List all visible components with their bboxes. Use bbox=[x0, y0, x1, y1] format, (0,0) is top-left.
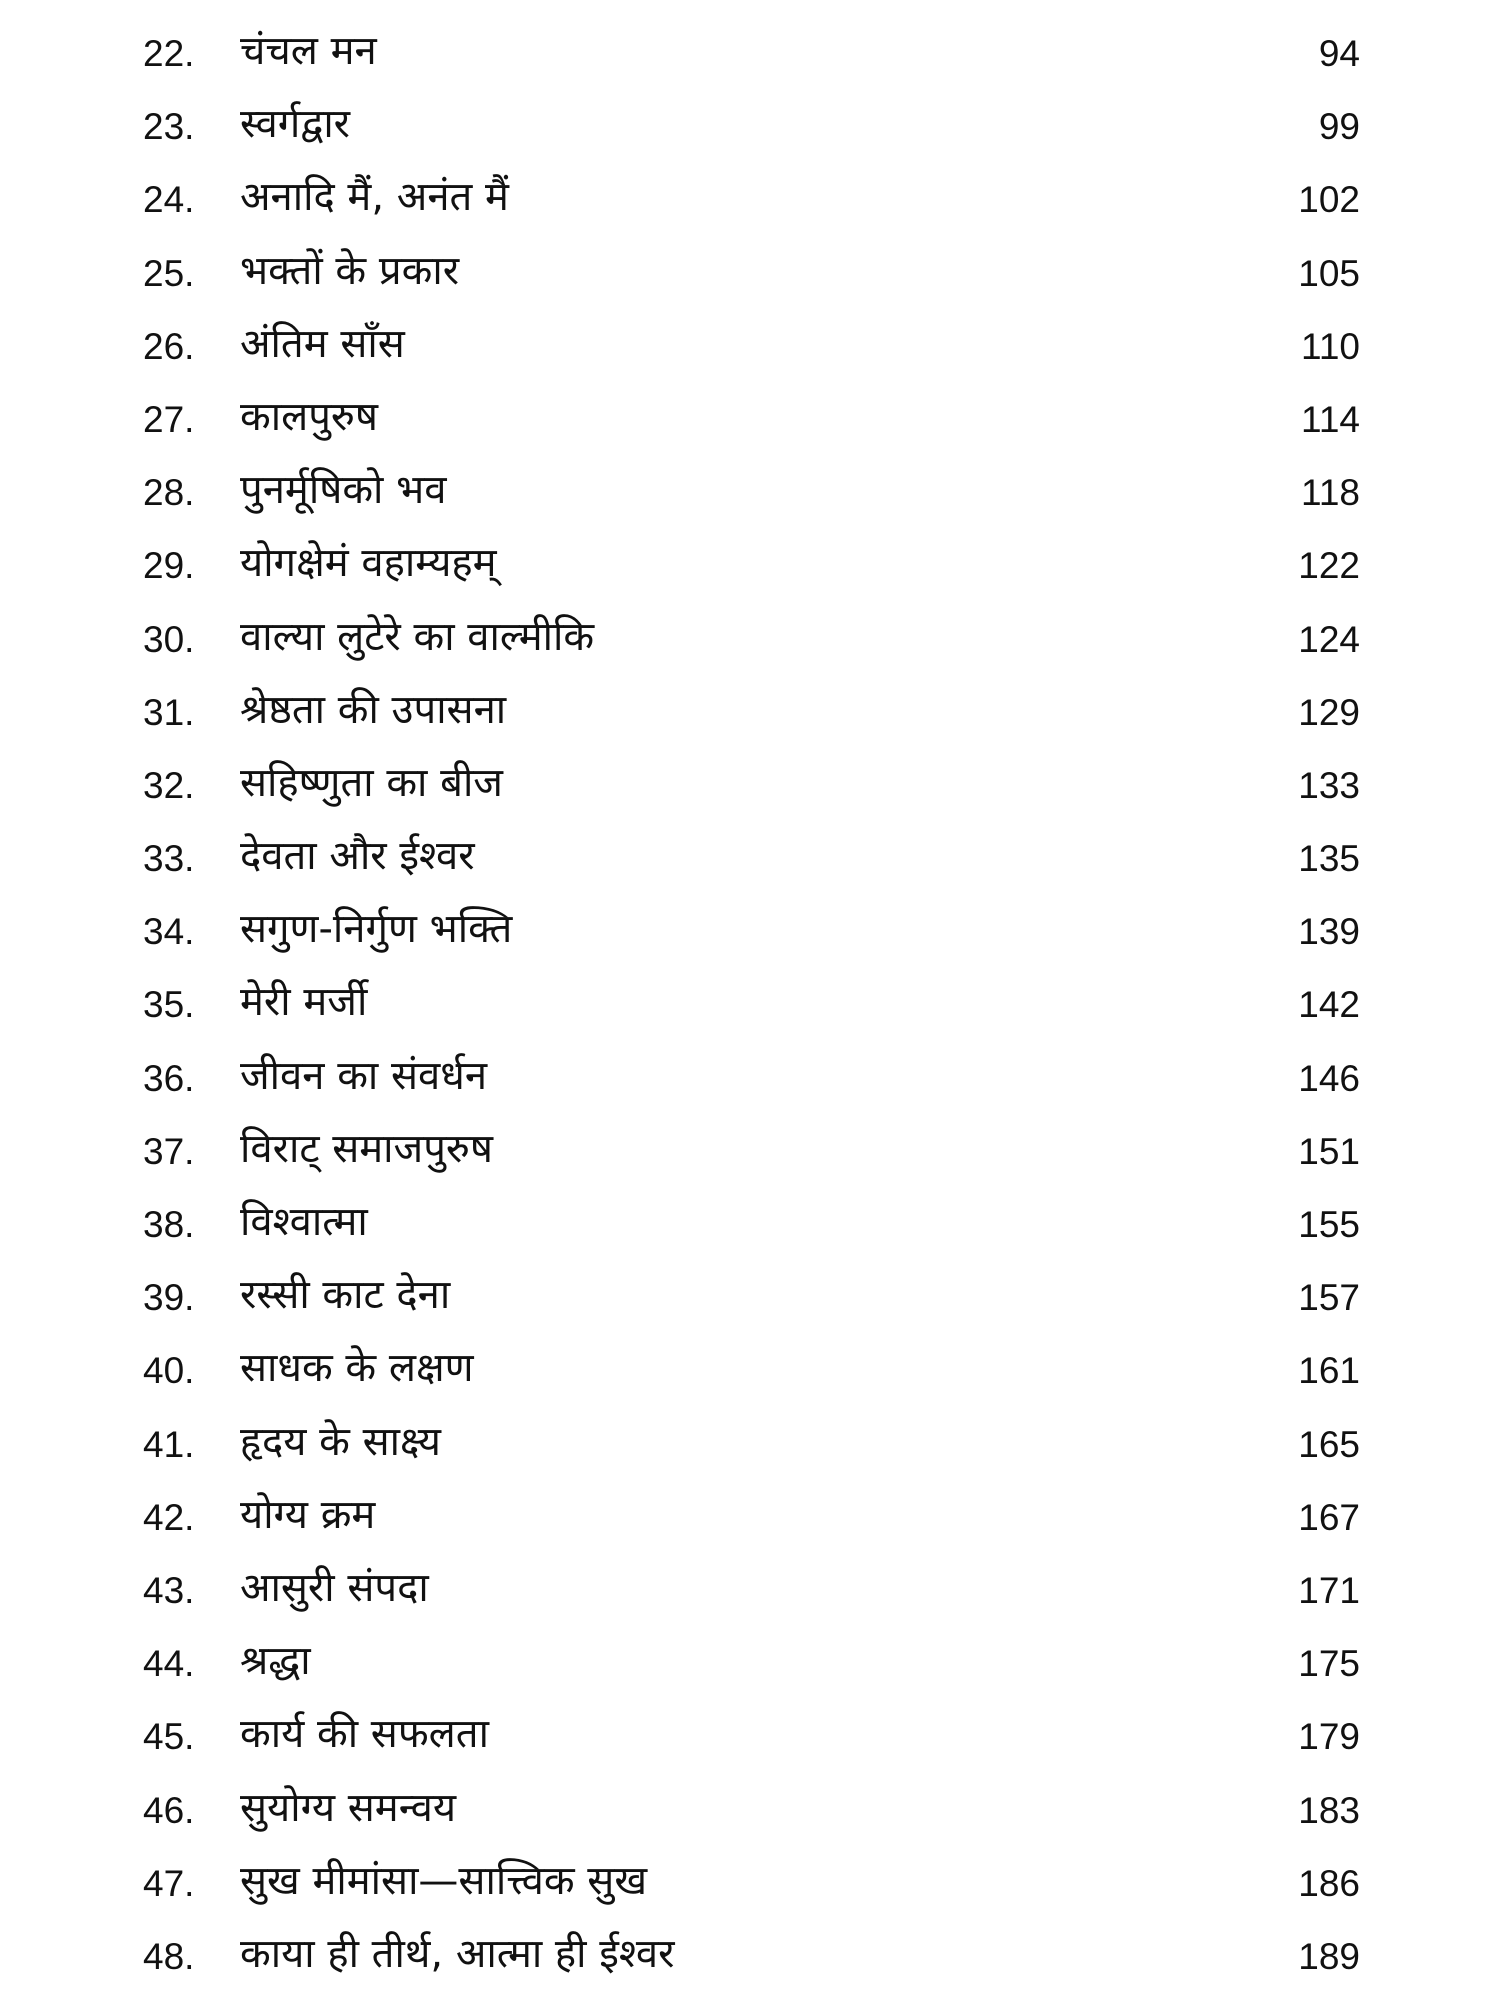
entry-title: कालपुरुष bbox=[240, 393, 378, 440]
entry-title: कार्य की सफलता bbox=[240, 1711, 489, 1758]
entry-title: अनादि मैं, अनंत मैं bbox=[240, 174, 509, 221]
entry-page-number: 161 bbox=[1298, 1350, 1360, 1392]
entry-title: योगक्षेमं वहाम्यहम् bbox=[240, 540, 497, 587]
table-of-contents bbox=[0, 18, 1500, 1994]
entry-page-number: 105 bbox=[1298, 252, 1360, 294]
toc-entry bbox=[0, 1701, 1500, 1774]
entry-page-number: 155 bbox=[1298, 1204, 1360, 1245]
entry-number: 48. bbox=[143, 1935, 195, 1977]
toc-entry bbox=[0, 311, 1500, 384]
entry-number: 30. bbox=[143, 618, 195, 660]
entry-page-number: 118 bbox=[1301, 472, 1360, 514]
toc-entry bbox=[0, 896, 1500, 969]
entry-page-number: 157 bbox=[1298, 1277, 1360, 1319]
entry-page-number: 146 bbox=[1298, 1057, 1360, 1099]
entry-title: मेरी मर्जी bbox=[240, 979, 368, 1026]
entry-title: सगुण-निर्गुण भक्ति bbox=[240, 906, 513, 953]
entry-number: 36. bbox=[143, 1057, 195, 1099]
entry-title: साधक के लक्षण bbox=[240, 1345, 474, 1392]
entry-number: 28. bbox=[143, 472, 195, 514]
entry-title: वाल्या लुटेरे का वाल्मीकि bbox=[240, 613, 595, 660]
entry-number: 37. bbox=[143, 1130, 195, 1172]
toc-entry bbox=[0, 1262, 1500, 1335]
entry-page-number: 102 bbox=[1298, 179, 1360, 221]
entry-number: 38. bbox=[143, 1204, 195, 1245]
toc-entry bbox=[0, 530, 1500, 603]
entry-page-number: 133 bbox=[1298, 764, 1360, 806]
entry-title: सहिष्णुता का बीज bbox=[240, 759, 503, 806]
entry-number: 32. bbox=[143, 764, 195, 806]
entry-title: पुनर्मूषिको भव bbox=[240, 467, 447, 514]
entry-page-number: 124 bbox=[1298, 618, 1360, 660]
toc-entry bbox=[0, 1335, 1500, 1408]
entry-number: 24. bbox=[143, 179, 195, 221]
entry-page-number: 110 bbox=[1301, 325, 1360, 367]
toc-entry bbox=[0, 1848, 1500, 1921]
entry-number: 45. bbox=[143, 1716, 195, 1758]
toc-entry bbox=[0, 1116, 1500, 1189]
entry-number: 47. bbox=[143, 1862, 195, 1904]
entry-page-number: 186 bbox=[1298, 1862, 1360, 1904]
toc-entry bbox=[0, 604, 1500, 677]
entry-page-number: 142 bbox=[1298, 984, 1360, 1026]
entry-page-number: 114 bbox=[1301, 398, 1360, 440]
entry-title: जीवन का संवर्धन bbox=[240, 1052, 488, 1099]
entry-title: सुयोग्य समन्वय bbox=[240, 1784, 457, 1831]
entry-number: 40. bbox=[143, 1350, 195, 1392]
entry-page-number: 179 bbox=[1298, 1716, 1360, 1758]
toc-entry bbox=[0, 18, 1500, 91]
entry-title: योग्य क्रम bbox=[240, 1491, 376, 1538]
entry-title: रस्सी काट देना bbox=[240, 1272, 451, 1319]
entry-title: श्रेष्ठता की उपासना bbox=[240, 686, 507, 733]
toc-entry bbox=[0, 384, 1500, 457]
entry-title: स्वर्गद्वार bbox=[240, 101, 351, 148]
entry-title: विश्वात्मा bbox=[240, 1199, 368, 1245]
toc-entry bbox=[0, 164, 1500, 237]
toc-entry bbox=[0, 1921, 1500, 1994]
entry-title: आसुरी संपदा bbox=[240, 1564, 429, 1611]
toc-entry bbox=[0, 1628, 1500, 1701]
toc-entry bbox=[0, 1775, 1500, 1848]
entry-number: 33. bbox=[143, 838, 195, 880]
entry-page-number: 139 bbox=[1298, 911, 1360, 953]
entry-title: चंचल मन bbox=[240, 28, 377, 74]
entry-page-number: 151 bbox=[1298, 1130, 1360, 1172]
toc-entry bbox=[0, 1555, 1500, 1628]
entry-page-number: 165 bbox=[1298, 1423, 1360, 1465]
entry-number: 23. bbox=[143, 106, 195, 148]
toc-entry bbox=[0, 969, 1500, 1042]
entry-page-number: 171 bbox=[1298, 1569, 1360, 1611]
entry-number: 46. bbox=[143, 1789, 195, 1831]
entry-title: देवता और ईश्वर bbox=[240, 833, 475, 880]
entry-number: 29. bbox=[143, 545, 195, 587]
entry-page-number: 189 bbox=[1298, 1935, 1360, 1977]
entry-title: भक्तों के प्रकार bbox=[240, 247, 460, 294]
toc-entry bbox=[0, 1043, 1500, 1116]
entry-page-number: 167 bbox=[1298, 1496, 1360, 1538]
entry-page-number: 183 bbox=[1298, 1789, 1360, 1831]
toc-entry bbox=[0, 677, 1500, 750]
toc-entry bbox=[0, 238, 1500, 311]
entry-page-number: 135 bbox=[1298, 838, 1360, 880]
entry-page-number: 99 bbox=[1318, 106, 1360, 148]
entry-number: 43. bbox=[143, 1569, 195, 1611]
entry-title: सुख मीमांसा—सात्त्विक सुख bbox=[240, 1857, 648, 1904]
entry-number: 31. bbox=[143, 691, 195, 733]
entry-title: हृदय के साक्ष्य bbox=[240, 1418, 441, 1465]
toc-entry bbox=[0, 1189, 1500, 1262]
entry-number: 44. bbox=[143, 1643, 195, 1685]
toc-entry bbox=[0, 750, 1500, 823]
toc-entry bbox=[0, 1482, 1500, 1555]
entry-title: काया ही तीर्थ, आत्मा ही ईश्वर bbox=[240, 1930, 675, 1977]
entry-number: 34. bbox=[143, 911, 195, 953]
entry-title: श्रद्धा bbox=[240, 1638, 311, 1685]
entry-number: 25. bbox=[143, 252, 195, 294]
entry-title: विराट् समाजपुरुष bbox=[240, 1125, 493, 1172]
toc-entry bbox=[0, 1409, 1500, 1482]
entry-number: 26. bbox=[143, 325, 195, 367]
entry-number: 27. bbox=[143, 398, 195, 440]
toc-entry bbox=[0, 457, 1500, 530]
entry-page-number: 129 bbox=[1298, 691, 1360, 733]
entry-title: अंतिम साँस bbox=[240, 320, 405, 367]
entry-number: 35. bbox=[143, 984, 195, 1026]
entry-number: 41. bbox=[143, 1423, 195, 1465]
entry-page-number: 122 bbox=[1298, 545, 1360, 587]
entry-number: 42. bbox=[143, 1496, 195, 1538]
toc-entry bbox=[0, 91, 1500, 164]
entry-number: 39. bbox=[143, 1277, 195, 1319]
entry-page-number: 94 bbox=[1318, 33, 1360, 74]
toc-entry bbox=[0, 823, 1500, 896]
entry-number: 22. bbox=[143, 33, 195, 74]
entry-page-number: 175 bbox=[1298, 1643, 1360, 1685]
